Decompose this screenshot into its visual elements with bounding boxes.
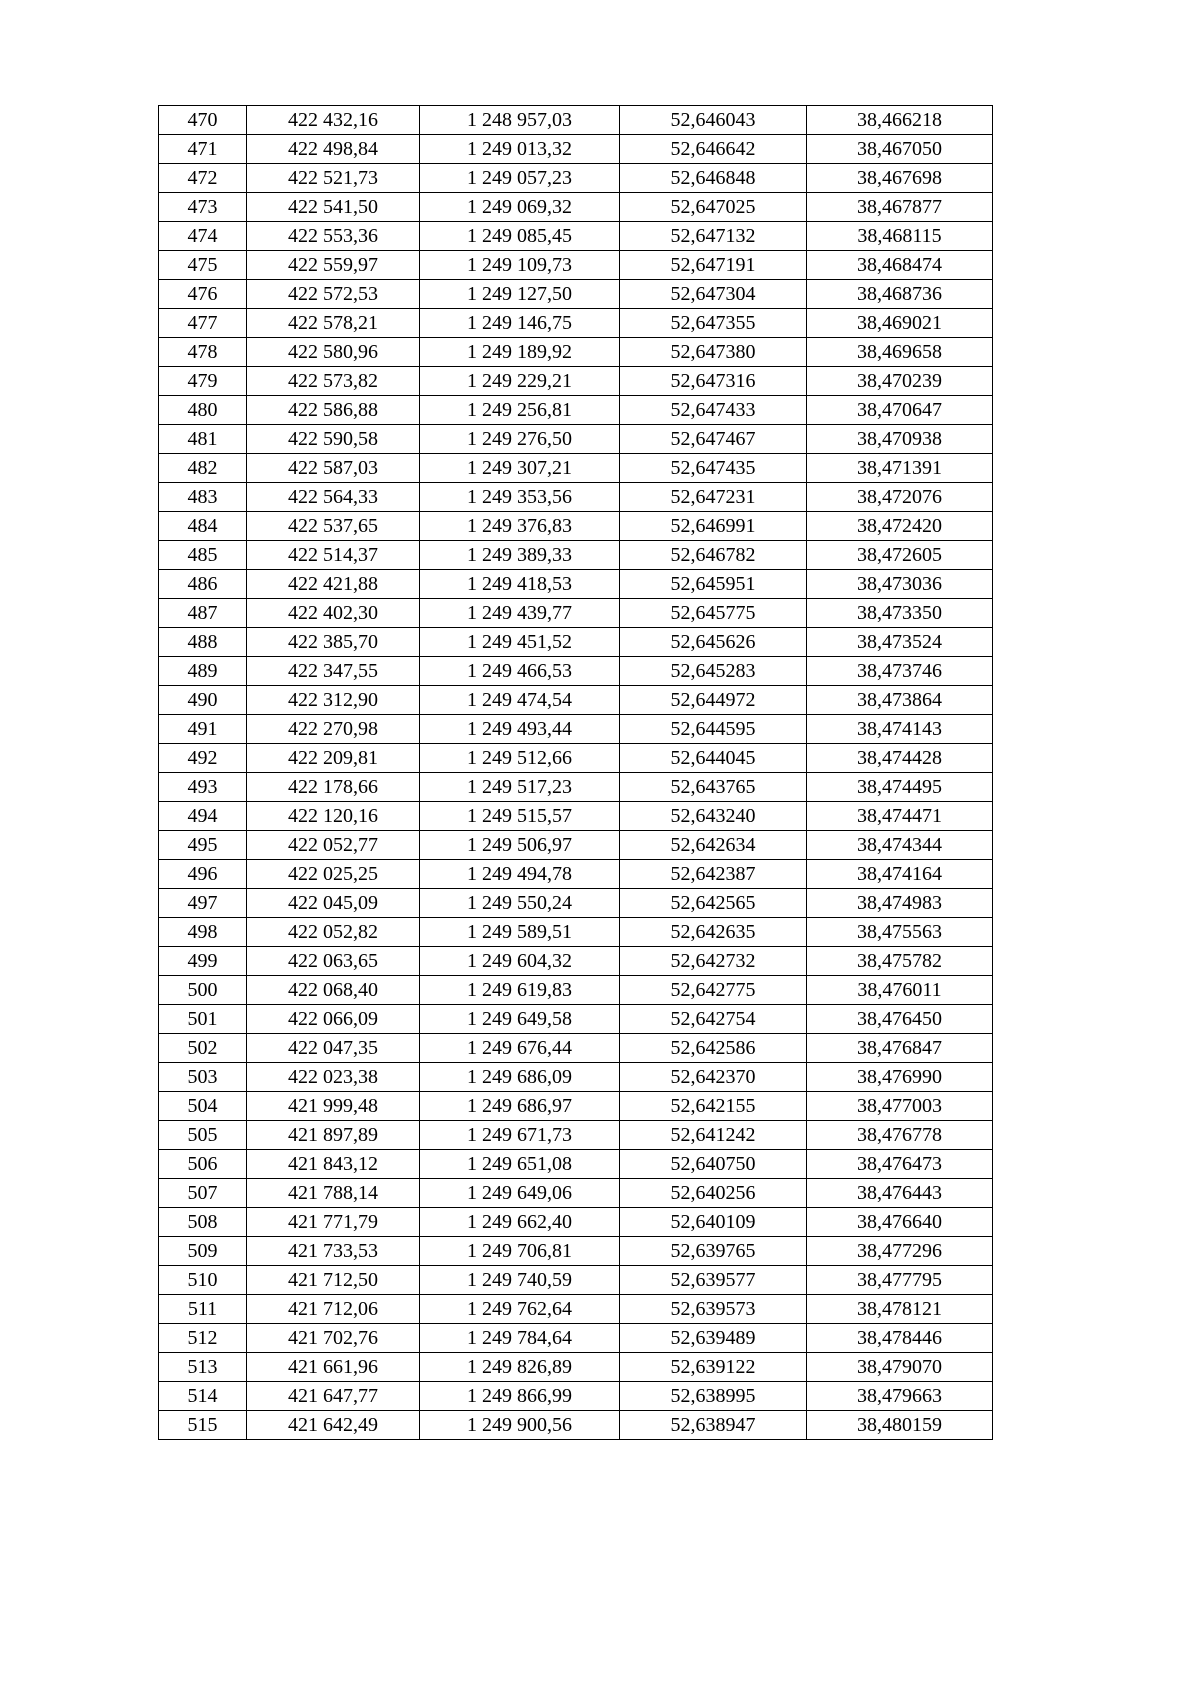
point-number-cell: 496 xyxy=(159,860,247,889)
x-coordinate-cell: 422 047,35 xyxy=(247,1034,420,1063)
table-row xyxy=(159,947,993,976)
latitude-cell: 52,642387 xyxy=(620,860,807,889)
y-coordinate-cell: 1 249 389,33 xyxy=(420,541,620,570)
longitude-cell: 38,479070 xyxy=(807,1353,993,1382)
table-row xyxy=(159,1237,993,1266)
point-number-cell: 513 xyxy=(159,1353,247,1382)
x-coordinate-cell: 421 642,49 xyxy=(247,1411,420,1440)
longitude-cell: 38,474344 xyxy=(807,831,993,860)
table-row xyxy=(159,1005,993,1034)
x-coordinate-cell: 422 553,36 xyxy=(247,222,420,251)
y-coordinate-cell: 1 249 276,50 xyxy=(420,425,620,454)
y-coordinate-cell: 1 249 662,40 xyxy=(420,1208,620,1237)
latitude-cell: 52,647380 xyxy=(620,338,807,367)
longitude-cell: 38,470647 xyxy=(807,396,993,425)
latitude-cell: 52,639765 xyxy=(620,1237,807,1266)
x-coordinate-cell: 421 712,06 xyxy=(247,1295,420,1324)
table-row xyxy=(159,1179,993,1208)
y-coordinate-cell: 1 249 307,21 xyxy=(420,454,620,483)
latitude-cell: 52,645283 xyxy=(620,657,807,686)
latitude-cell: 52,639122 xyxy=(620,1353,807,1382)
latitude-cell: 52,646043 xyxy=(620,106,807,135)
latitude-cell: 52,647304 xyxy=(620,280,807,309)
y-coordinate-cell: 1 249 550,24 xyxy=(420,889,620,918)
latitude-cell: 52,647355 xyxy=(620,309,807,338)
table-row xyxy=(159,164,993,193)
latitude-cell: 52,647316 xyxy=(620,367,807,396)
point-number-cell: 482 xyxy=(159,454,247,483)
longitude-cell: 38,473746 xyxy=(807,657,993,686)
longitude-cell: 38,472420 xyxy=(807,512,993,541)
longitude-cell: 38,474143 xyxy=(807,715,993,744)
table-row xyxy=(159,889,993,918)
point-number-cell: 510 xyxy=(159,1266,247,1295)
y-coordinate-cell: 1 248 957,03 xyxy=(420,106,620,135)
y-coordinate-cell: 1 249 109,73 xyxy=(420,251,620,280)
y-coordinate-cell: 1 249 900,56 xyxy=(420,1411,620,1440)
table-row xyxy=(159,1324,993,1353)
point-number-cell: 494 xyxy=(159,802,247,831)
longitude-cell: 38,468474 xyxy=(807,251,993,280)
latitude-cell: 52,640256 xyxy=(620,1179,807,1208)
longitude-cell: 38,474428 xyxy=(807,744,993,773)
y-coordinate-cell: 1 249 676,44 xyxy=(420,1034,620,1063)
table-row xyxy=(159,1092,993,1121)
y-coordinate-cell: 1 249 256,81 xyxy=(420,396,620,425)
y-coordinate-cell: 1 249 057,23 xyxy=(420,164,620,193)
x-coordinate-cell: 422 402,30 xyxy=(247,599,420,628)
longitude-cell: 38,477795 xyxy=(807,1266,993,1295)
y-coordinate-cell: 1 249 418,53 xyxy=(420,570,620,599)
longitude-cell: 38,478121 xyxy=(807,1295,993,1324)
y-coordinate-cell: 1 249 649,58 xyxy=(420,1005,620,1034)
y-coordinate-cell: 1 249 127,50 xyxy=(420,280,620,309)
x-coordinate-cell: 422 120,16 xyxy=(247,802,420,831)
table-row xyxy=(159,1150,993,1179)
coordinates-table xyxy=(158,105,993,1440)
x-coordinate-cell: 422 573,82 xyxy=(247,367,420,396)
longitude-cell: 38,475782 xyxy=(807,947,993,976)
latitude-cell: 52,641242 xyxy=(620,1121,807,1150)
latitude-cell: 52,640750 xyxy=(620,1150,807,1179)
longitude-cell: 38,476778 xyxy=(807,1121,993,1150)
latitude-cell: 52,638947 xyxy=(620,1411,807,1440)
longitude-cell: 38,467877 xyxy=(807,193,993,222)
x-coordinate-cell: 421 999,48 xyxy=(247,1092,420,1121)
table-row xyxy=(159,773,993,802)
coordinates-table-body xyxy=(159,106,993,1440)
table-row xyxy=(159,425,993,454)
longitude-cell: 38,476847 xyxy=(807,1034,993,1063)
y-coordinate-cell: 1 249 651,08 xyxy=(420,1150,620,1179)
latitude-cell: 52,638995 xyxy=(620,1382,807,1411)
point-number-cell: 475 xyxy=(159,251,247,280)
x-coordinate-cell: 422 521,73 xyxy=(247,164,420,193)
table-row xyxy=(159,135,993,164)
point-number-cell: 497 xyxy=(159,889,247,918)
y-coordinate-cell: 1 249 604,32 xyxy=(420,947,620,976)
x-coordinate-cell: 421 788,14 xyxy=(247,1179,420,1208)
latitude-cell: 52,642155 xyxy=(620,1092,807,1121)
latitude-cell: 52,647025 xyxy=(620,193,807,222)
x-coordinate-cell: 421 712,50 xyxy=(247,1266,420,1295)
point-number-cell: 490 xyxy=(159,686,247,715)
latitude-cell: 52,639489 xyxy=(620,1324,807,1353)
x-coordinate-cell: 422 023,38 xyxy=(247,1063,420,1092)
point-number-cell: 498 xyxy=(159,918,247,947)
x-coordinate-cell: 422 421,88 xyxy=(247,570,420,599)
longitude-cell: 38,476990 xyxy=(807,1063,993,1092)
longitude-cell: 38,471391 xyxy=(807,454,993,483)
y-coordinate-cell: 1 249 619,83 xyxy=(420,976,620,1005)
y-coordinate-cell: 1 249 229,21 xyxy=(420,367,620,396)
table-row xyxy=(159,483,993,512)
point-number-cell: 471 xyxy=(159,135,247,164)
table-row xyxy=(159,744,993,773)
latitude-cell: 52,642775 xyxy=(620,976,807,1005)
longitude-cell: 38,476450 xyxy=(807,1005,993,1034)
y-coordinate-cell: 1 249 686,97 xyxy=(420,1092,620,1121)
point-number-cell: 472 xyxy=(159,164,247,193)
table-row xyxy=(159,1121,993,1150)
longitude-cell: 38,474495 xyxy=(807,773,993,802)
y-coordinate-cell: 1 249 589,51 xyxy=(420,918,620,947)
x-coordinate-cell: 422 514,37 xyxy=(247,541,420,570)
y-coordinate-cell: 1 249 826,89 xyxy=(420,1353,620,1382)
longitude-cell: 38,473524 xyxy=(807,628,993,657)
latitude-cell: 52,647191 xyxy=(620,251,807,280)
y-coordinate-cell: 1 249 376,83 xyxy=(420,512,620,541)
point-number-cell: 489 xyxy=(159,657,247,686)
point-number-cell: 485 xyxy=(159,541,247,570)
point-number-cell: 515 xyxy=(159,1411,247,1440)
table-row xyxy=(159,1208,993,1237)
table-row xyxy=(159,802,993,831)
point-number-cell: 504 xyxy=(159,1092,247,1121)
longitude-cell: 38,472076 xyxy=(807,483,993,512)
latitude-cell: 52,642732 xyxy=(620,947,807,976)
point-number-cell: 507 xyxy=(159,1179,247,1208)
x-coordinate-cell: 422 586,88 xyxy=(247,396,420,425)
table-row xyxy=(159,338,993,367)
point-number-cell: 509 xyxy=(159,1237,247,1266)
longitude-cell: 38,467050 xyxy=(807,135,993,164)
point-number-cell: 495 xyxy=(159,831,247,860)
point-number-cell: 488 xyxy=(159,628,247,657)
point-number-cell: 477 xyxy=(159,309,247,338)
x-coordinate-cell: 422 590,58 xyxy=(247,425,420,454)
table-row xyxy=(159,280,993,309)
x-coordinate-cell: 422 580,96 xyxy=(247,338,420,367)
table-row xyxy=(159,831,993,860)
table-row xyxy=(159,860,993,889)
y-coordinate-cell: 1 249 474,54 xyxy=(420,686,620,715)
y-coordinate-cell: 1 249 740,59 xyxy=(420,1266,620,1295)
latitude-cell: 52,645626 xyxy=(620,628,807,657)
point-number-cell: 491 xyxy=(159,715,247,744)
longitude-cell: 38,468736 xyxy=(807,280,993,309)
x-coordinate-cell: 422 209,81 xyxy=(247,744,420,773)
latitude-cell: 52,645951 xyxy=(620,570,807,599)
point-number-cell: 480 xyxy=(159,396,247,425)
longitude-cell: 38,473350 xyxy=(807,599,993,628)
latitude-cell: 52,639573 xyxy=(620,1295,807,1324)
table-row xyxy=(159,1063,993,1092)
y-coordinate-cell: 1 249 512,66 xyxy=(420,744,620,773)
x-coordinate-cell: 421 733,53 xyxy=(247,1237,420,1266)
longitude-cell: 38,476640 xyxy=(807,1208,993,1237)
latitude-cell: 52,642635 xyxy=(620,918,807,947)
point-number-cell: 502 xyxy=(159,1034,247,1063)
x-coordinate-cell: 422 178,66 xyxy=(247,773,420,802)
latitude-cell: 52,644972 xyxy=(620,686,807,715)
latitude-cell: 52,642634 xyxy=(620,831,807,860)
y-coordinate-cell: 1 249 146,75 xyxy=(420,309,620,338)
latitude-cell: 52,647435 xyxy=(620,454,807,483)
x-coordinate-cell: 421 702,76 xyxy=(247,1324,420,1353)
x-coordinate-cell: 422 498,84 xyxy=(247,135,420,164)
longitude-cell: 38,472605 xyxy=(807,541,993,570)
point-number-cell: 499 xyxy=(159,947,247,976)
latitude-cell: 52,640109 xyxy=(620,1208,807,1237)
x-coordinate-cell: 421 897,89 xyxy=(247,1121,420,1150)
longitude-cell: 38,477296 xyxy=(807,1237,993,1266)
latitude-cell: 52,645775 xyxy=(620,599,807,628)
x-coordinate-cell: 422 045,09 xyxy=(247,889,420,918)
y-coordinate-cell: 1 249 451,52 xyxy=(420,628,620,657)
x-coordinate-cell: 421 771,79 xyxy=(247,1208,420,1237)
table-row xyxy=(159,1411,993,1440)
point-number-cell: 501 xyxy=(159,1005,247,1034)
y-coordinate-cell: 1 249 762,64 xyxy=(420,1295,620,1324)
longitude-cell: 38,467698 xyxy=(807,164,993,193)
table-row xyxy=(159,367,993,396)
latitude-cell: 52,642565 xyxy=(620,889,807,918)
point-number-cell: 512 xyxy=(159,1324,247,1353)
x-coordinate-cell: 422 052,77 xyxy=(247,831,420,860)
point-number-cell: 508 xyxy=(159,1208,247,1237)
table-row xyxy=(159,715,993,744)
table-row xyxy=(159,193,993,222)
x-coordinate-cell: 422 541,50 xyxy=(247,193,420,222)
y-coordinate-cell: 1 249 649,06 xyxy=(420,1179,620,1208)
x-coordinate-cell: 421 843,12 xyxy=(247,1150,420,1179)
table-row xyxy=(159,396,993,425)
table-row xyxy=(159,976,993,1005)
latitude-cell: 52,639577 xyxy=(620,1266,807,1295)
x-coordinate-cell: 422 564,33 xyxy=(247,483,420,512)
table-row xyxy=(159,1295,993,1324)
x-coordinate-cell: 421 647,77 xyxy=(247,1382,420,1411)
x-coordinate-cell: 422 052,82 xyxy=(247,918,420,947)
table-row xyxy=(159,657,993,686)
longitude-cell: 38,479663 xyxy=(807,1382,993,1411)
longitude-cell: 38,473036 xyxy=(807,570,993,599)
y-coordinate-cell: 1 249 784,64 xyxy=(420,1324,620,1353)
y-coordinate-cell: 1 249 671,73 xyxy=(420,1121,620,1150)
y-coordinate-cell: 1 249 506,97 xyxy=(420,831,620,860)
latitude-cell: 52,643765 xyxy=(620,773,807,802)
longitude-cell: 38,474471 xyxy=(807,802,993,831)
x-coordinate-cell: 422 270,98 xyxy=(247,715,420,744)
x-coordinate-cell: 422 347,55 xyxy=(247,657,420,686)
point-number-cell: 487 xyxy=(159,599,247,628)
latitude-cell: 52,647433 xyxy=(620,396,807,425)
point-number-cell: 479 xyxy=(159,367,247,396)
point-number-cell: 492 xyxy=(159,744,247,773)
y-coordinate-cell: 1 249 494,78 xyxy=(420,860,620,889)
point-number-cell: 505 xyxy=(159,1121,247,1150)
latitude-cell: 52,643240 xyxy=(620,802,807,831)
longitude-cell: 38,476443 xyxy=(807,1179,993,1208)
longitude-cell: 38,477003 xyxy=(807,1092,993,1121)
point-number-cell: 481 xyxy=(159,425,247,454)
y-coordinate-cell: 1 249 439,77 xyxy=(420,599,620,628)
table-row xyxy=(159,541,993,570)
table-row xyxy=(159,1382,993,1411)
table-row xyxy=(159,309,993,338)
y-coordinate-cell: 1 249 493,44 xyxy=(420,715,620,744)
table-row xyxy=(159,251,993,280)
latitude-cell: 52,646848 xyxy=(620,164,807,193)
longitude-cell: 38,474164 xyxy=(807,860,993,889)
x-coordinate-cell: 422 537,65 xyxy=(247,512,420,541)
table-row xyxy=(159,570,993,599)
x-coordinate-cell: 422 587,03 xyxy=(247,454,420,483)
table-row xyxy=(159,454,993,483)
y-coordinate-cell: 1 249 517,23 xyxy=(420,773,620,802)
table-row xyxy=(159,918,993,947)
longitude-cell: 38,480159 xyxy=(807,1411,993,1440)
y-coordinate-cell: 1 249 189,92 xyxy=(420,338,620,367)
x-coordinate-cell: 421 661,96 xyxy=(247,1353,420,1382)
table-row xyxy=(159,1034,993,1063)
latitude-cell: 52,644045 xyxy=(620,744,807,773)
y-coordinate-cell: 1 249 466,53 xyxy=(420,657,620,686)
longitude-cell: 38,473864 xyxy=(807,686,993,715)
point-number-cell: 473 xyxy=(159,193,247,222)
table-row xyxy=(159,1266,993,1295)
point-number-cell: 493 xyxy=(159,773,247,802)
x-coordinate-cell: 422 312,90 xyxy=(247,686,420,715)
y-coordinate-cell: 1 249 085,45 xyxy=(420,222,620,251)
x-coordinate-cell: 422 572,53 xyxy=(247,280,420,309)
point-number-cell: 476 xyxy=(159,280,247,309)
point-number-cell: 503 xyxy=(159,1063,247,1092)
latitude-cell: 52,642586 xyxy=(620,1034,807,1063)
longitude-cell: 38,474983 xyxy=(807,889,993,918)
point-number-cell: 506 xyxy=(159,1150,247,1179)
latitude-cell: 52,646782 xyxy=(620,541,807,570)
latitude-cell: 52,647132 xyxy=(620,222,807,251)
y-coordinate-cell: 1 249 686,09 xyxy=(420,1063,620,1092)
point-number-cell: 514 xyxy=(159,1382,247,1411)
y-coordinate-cell: 1 249 353,56 xyxy=(420,483,620,512)
point-number-cell: 486 xyxy=(159,570,247,599)
longitude-cell: 38,476011 xyxy=(807,976,993,1005)
y-coordinate-cell: 1 249 706,81 xyxy=(420,1237,620,1266)
x-coordinate-cell: 422 066,09 xyxy=(247,1005,420,1034)
longitude-cell: 38,468115 xyxy=(807,222,993,251)
table-row xyxy=(159,106,993,135)
longitude-cell: 38,476473 xyxy=(807,1150,993,1179)
longitude-cell: 38,478446 xyxy=(807,1324,993,1353)
y-coordinate-cell: 1 249 013,32 xyxy=(420,135,620,164)
longitude-cell: 38,466218 xyxy=(807,106,993,135)
table-row xyxy=(159,686,993,715)
table-row xyxy=(159,628,993,657)
point-number-cell: 478 xyxy=(159,338,247,367)
y-coordinate-cell: 1 249 069,32 xyxy=(420,193,620,222)
longitude-cell: 38,470239 xyxy=(807,367,993,396)
longitude-cell: 38,469021 xyxy=(807,309,993,338)
x-coordinate-cell: 422 432,16 xyxy=(247,106,420,135)
x-coordinate-cell: 422 559,97 xyxy=(247,251,420,280)
x-coordinate-cell: 422 063,65 xyxy=(247,947,420,976)
point-number-cell: 500 xyxy=(159,976,247,1005)
latitude-cell: 52,642754 xyxy=(620,1005,807,1034)
table-row xyxy=(159,599,993,628)
longitude-cell: 38,470938 xyxy=(807,425,993,454)
table-row xyxy=(159,222,993,251)
latitude-cell: 52,646991 xyxy=(620,512,807,541)
latitude-cell: 52,642370 xyxy=(620,1063,807,1092)
longitude-cell: 38,469658 xyxy=(807,338,993,367)
point-number-cell: 470 xyxy=(159,106,247,135)
longitude-cell: 38,475563 xyxy=(807,918,993,947)
latitude-cell: 52,646642 xyxy=(620,135,807,164)
x-coordinate-cell: 422 578,21 xyxy=(247,309,420,338)
x-coordinate-cell: 422 025,25 xyxy=(247,860,420,889)
table-row xyxy=(159,1353,993,1382)
y-coordinate-cell: 1 249 515,57 xyxy=(420,802,620,831)
y-coordinate-cell: 1 249 866,99 xyxy=(420,1382,620,1411)
latitude-cell: 52,647231 xyxy=(620,483,807,512)
x-coordinate-cell: 422 068,40 xyxy=(247,976,420,1005)
point-number-cell: 484 xyxy=(159,512,247,541)
point-number-cell: 483 xyxy=(159,483,247,512)
point-number-cell: 474 xyxy=(159,222,247,251)
table-row xyxy=(159,512,993,541)
x-coordinate-cell: 422 385,70 xyxy=(247,628,420,657)
point-number-cell: 511 xyxy=(159,1295,247,1324)
latitude-cell: 52,644595 xyxy=(620,715,807,744)
latitude-cell: 52,647467 xyxy=(620,425,807,454)
